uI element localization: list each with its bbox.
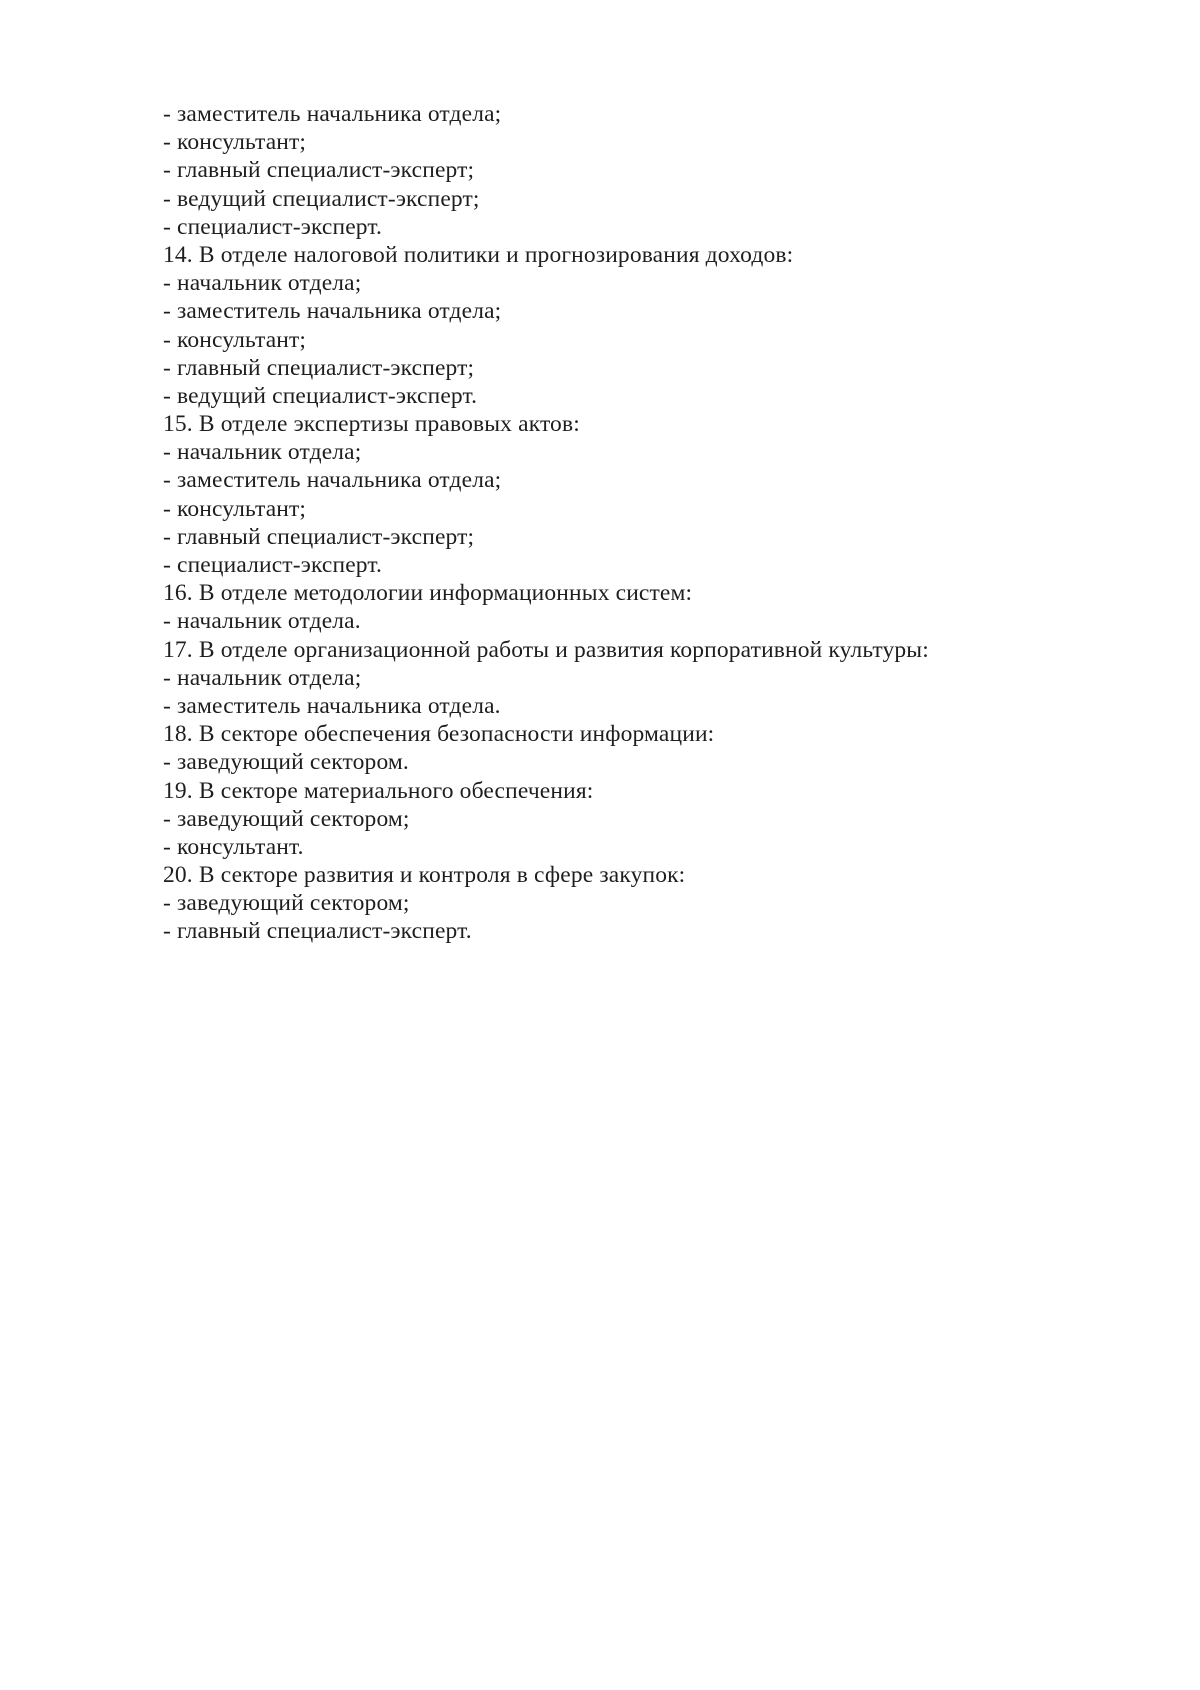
text-line: - главный специалист-эксперт; [163, 157, 475, 184]
text-line: - главный специалист-эксперт; [163, 523, 475, 550]
text-line: - начальник отдела; [163, 664, 362, 691]
text-line: - специалист-эксперт. [163, 552, 383, 578]
document-text [163, 100, 1123, 946]
text-line: - заведующий сектором; [163, 890, 410, 917]
text-line: - главный специалист-эксперт. [163, 918, 472, 945]
text-line: - ведущий специалист-эксперт. [163, 382, 478, 409]
text-line: - заместитель начальника отдела; [163, 467, 502, 494]
text-line: - заместитель начальника отдела. [163, 692, 501, 719]
text-line: - главный специалист-эксперт; [163, 354, 475, 381]
text-line: - ведущий специалист-эксперт; [163, 185, 480, 212]
section-heading: 16. В отделе методологии информационных систем: [163, 580, 693, 607]
section-heading: 19. В секторе материального обеспечения: [163, 777, 594, 804]
text-line: - заведующий сектором. [163, 749, 409, 776]
text-line: - консультант; [163, 495, 307, 522]
section-heading: 15. В отделе экспертизы правовых актов: [163, 411, 580, 438]
text-line: - консультант; [163, 129, 307, 156]
text-line: - заместитель начальника отдела; [163, 298, 502, 325]
section-heading: 14. В отделе налоговой политики и прогнозирования доходов: [163, 241, 794, 268]
text-line: - консультант; [163, 326, 307, 353]
text-line: - начальник отдела; [163, 439, 362, 466]
section-heading: 17. В отделе организационной работы и развития корпоративной культуры: [163, 636, 929, 663]
text-line: - консультант. [163, 833, 304, 860]
text-line: - специалист-эксперт. [163, 213, 383, 240]
text-line: - заведующий сектором; [163, 805, 410, 832]
text-line: - начальник отдела. [163, 608, 361, 635]
section-heading: 18. В секторе обеспечения безопасности информации: [163, 721, 715, 748]
text-line: - заместитель начальника отдела; [163, 101, 502, 127]
section-heading: 20. В секторе развития и контроля в сфере закупок: [163, 862, 686, 889]
text-line: - начальник отдела; [163, 270, 362, 297]
